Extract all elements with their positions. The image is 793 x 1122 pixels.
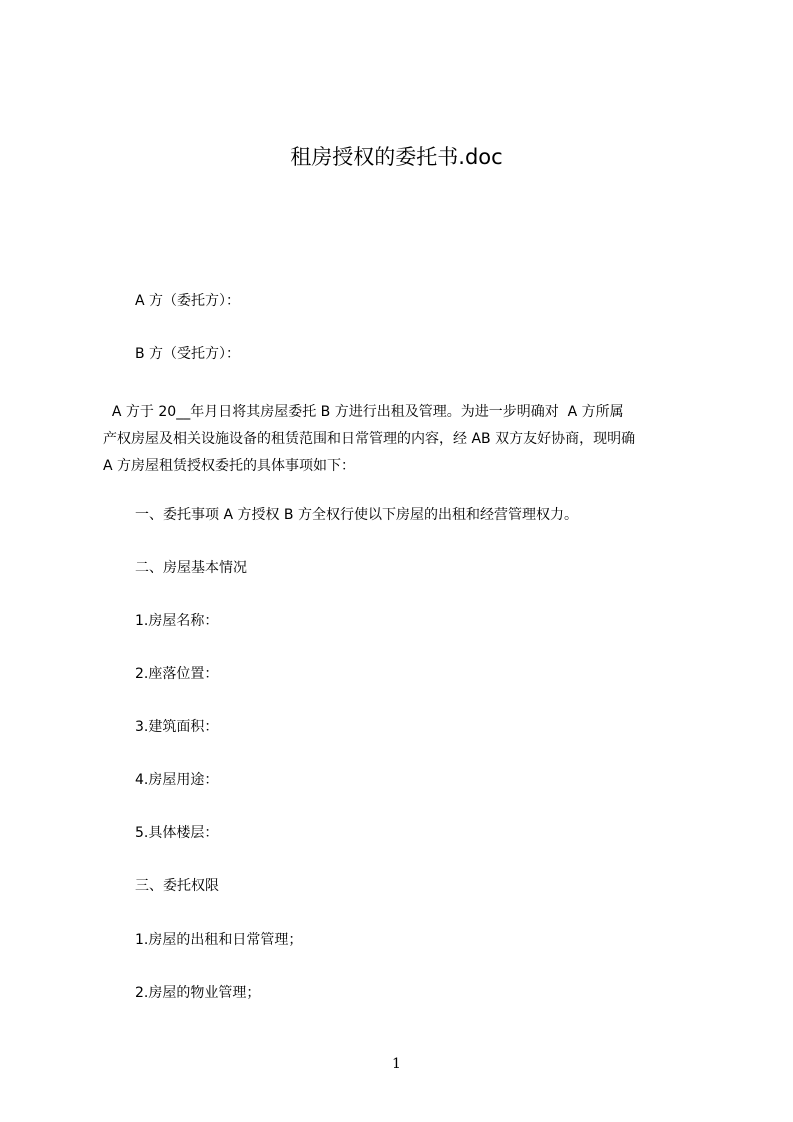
house-name-item: 1.房屋名称： bbox=[135, 613, 219, 629]
house-location-item: 2.座落位置： bbox=[135, 666, 219, 682]
section-2-heading: 二、房屋基本情况 bbox=[135, 560, 247, 576]
house-area-item: 3.建筑面积： bbox=[135, 719, 219, 735]
document-title: 租房授权的委托书.doc bbox=[290, 145, 503, 169]
intro-paragraph bbox=[103, 399, 700, 480]
permission-item-1: 1.房屋的出租和日常管理； bbox=[135, 932, 303, 948]
section-1-heading: 一、委托事项 A 方授权 B 方全权行使以下房屋的出租和经营管理权力。 bbox=[135, 507, 578, 523]
house-floor-item: 5.具体楼层： bbox=[135, 825, 219, 841]
house-use-item: 4.房屋用途： bbox=[135, 772, 219, 788]
permission-item-2: 2.房屋的物业管理； bbox=[135, 985, 261, 1001]
section-3-heading: 三、委托权限 bbox=[135, 878, 219, 894]
party-a-line: A 方（委托方）： bbox=[135, 293, 241, 309]
page-number: 1 bbox=[392, 1056, 401, 1072]
party-b-line: B 方（受托方）： bbox=[135, 346, 241, 362]
intro-line-1: A 方于 20__年月日将其房屋委托 B 方进行出租及管理。为进一步明确对 A 方所属 bbox=[103, 404, 624, 420]
intro-line-3: A 方房屋租赁授权委托的具体事项如下： bbox=[103, 458, 356, 474]
intro-line-2: 产权房屋及相关设施设备的租赁范围和日常管理的内容，经 AB 双方友好协商，现明确 bbox=[103, 431, 636, 447]
